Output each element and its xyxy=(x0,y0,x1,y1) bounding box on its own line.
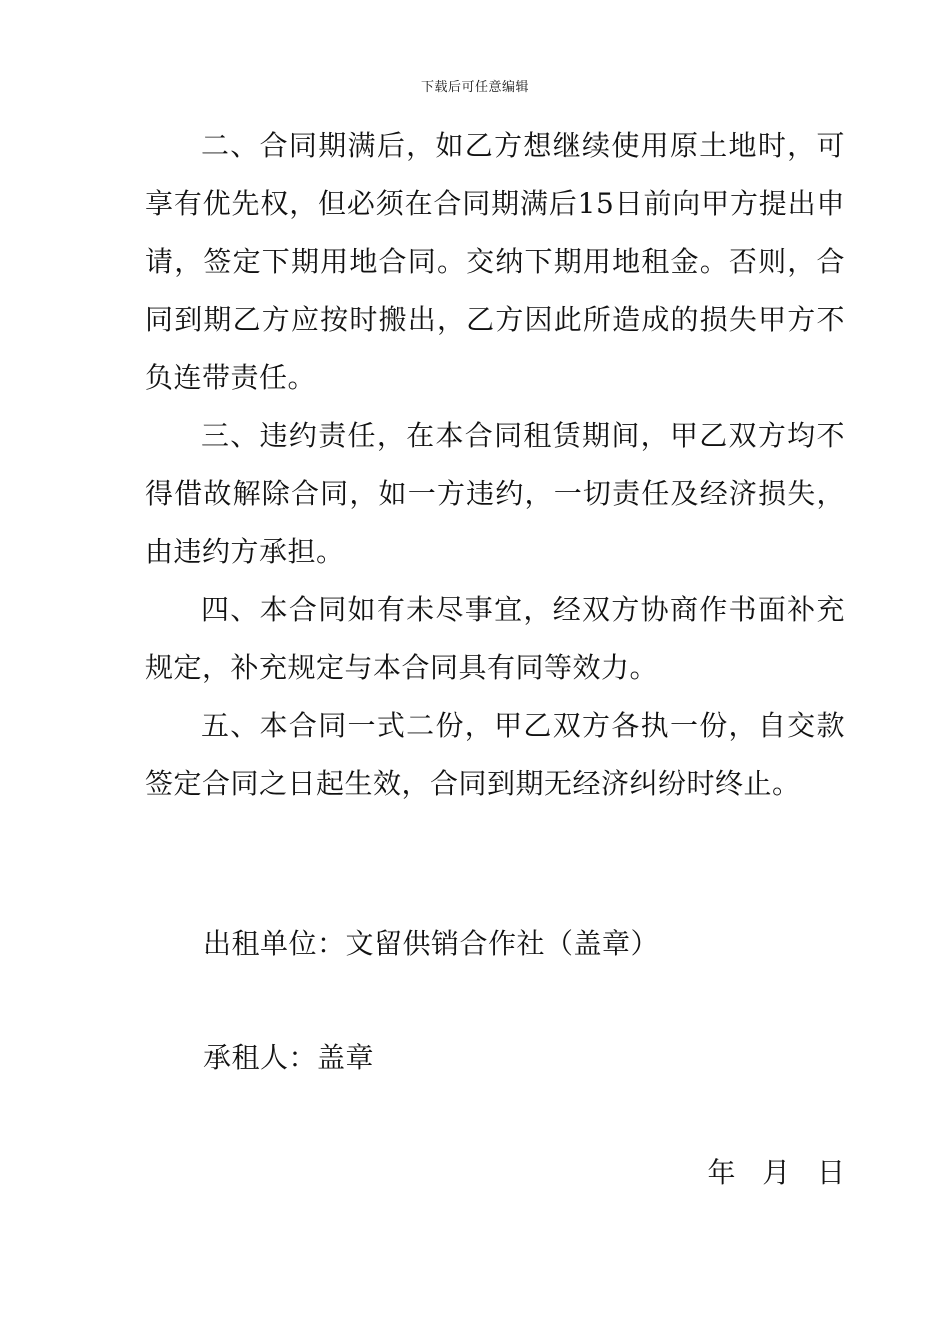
date-year: 年 xyxy=(707,1156,736,1189)
clause-5: 五、本合同一式二份，甲乙双方各执一份，自交款签定合同之日起生效，合同到期无经济纠纷时终止。 xyxy=(145,709,845,800)
header-note: 下载后可任意编辑 xyxy=(420,80,529,95)
clause-2: 二、合同期满后，如乙方想继续使用原土地时，可享有优先权，但必须在合同期满后15日前向甲方提出申请，签定下期用地合同。交纳下期用地租金。否则，合同到期乙方应按时搬出，乙方因此所造成的损失甲方不负连带责任。 xyxy=(145,129,845,394)
date-day: 日 xyxy=(816,1156,845,1189)
clause-4: 四、本合同如有未尽事宜，经双方协商作书面补充规定，补充规定与本合同具有同等效力。 xyxy=(145,593,845,684)
date-line xyxy=(708,1153,845,1193)
clause-3: 三、违约责任，在本合同租赁期间，甲乙双方均不得借故解除合同，如一方违约，一切责任及经济损失，由违约方承担。 xyxy=(145,419,845,568)
lessor-signature: 出租单位：文留供销合作社（盖章） xyxy=(203,927,660,960)
lessee-signature: 承租人：盖章 xyxy=(203,1041,375,1074)
contract-body xyxy=(145,117,845,813)
date-month: 月 xyxy=(762,1156,791,1189)
